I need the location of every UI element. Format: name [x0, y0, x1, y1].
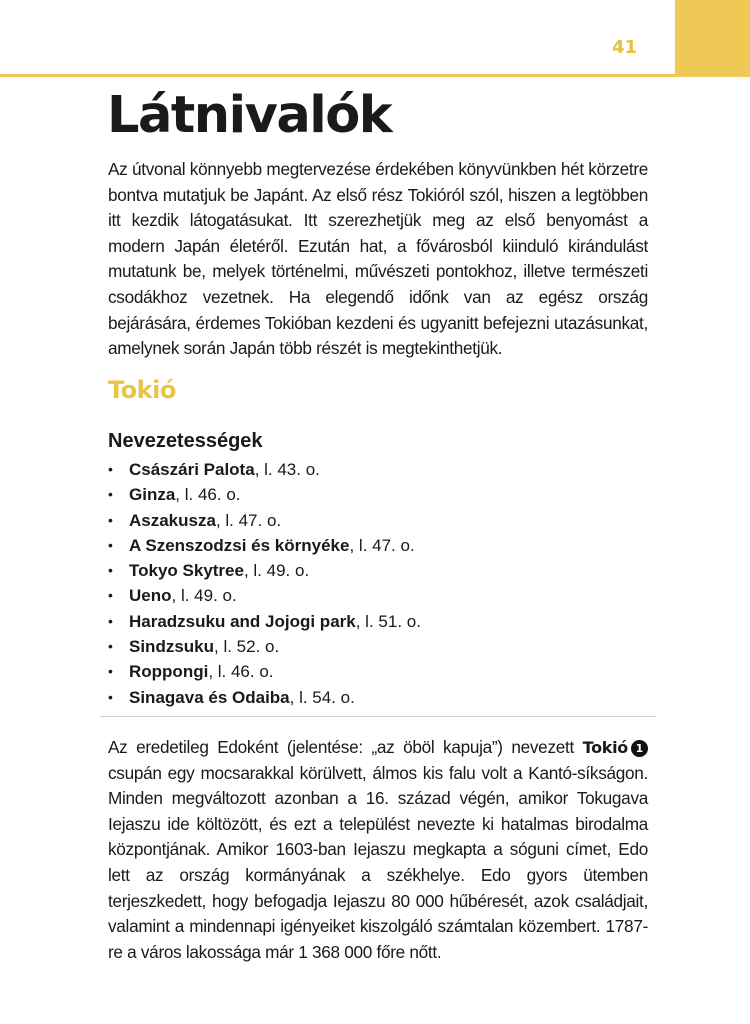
page-reference: , l. 46. o.	[175, 485, 241, 505]
city-name-bold: Tokió	[582, 738, 628, 757]
page-title: Látnivalók	[107, 86, 392, 145]
bullet-icon: •	[108, 587, 113, 604]
page-number: 41	[612, 37, 638, 58]
sight-name: Ueno	[129, 586, 172, 606]
history-text-start: Az eredetileg Edoként (jelentése: „az öböl kapuja”) nevezett	[108, 737, 583, 757]
bullet-icon: •	[108, 486, 113, 503]
bullet-icon: •	[108, 562, 113, 579]
page-reference: , l. 46. o.	[208, 662, 274, 682]
bullet-icon: •	[108, 612, 113, 629]
sight-name: Haradzsuku and Jojogi park	[129, 611, 356, 631]
page-reference: , l. 49. o.	[171, 586, 237, 606]
sight-name: Császári Palota	[129, 460, 255, 479]
section-divider	[100, 716, 656, 717]
sight-name: Sinagava és Odaiba	[129, 687, 290, 707]
sight-name: Tokyo Skytree	[129, 561, 244, 581]
list-item	[108, 685, 421, 710]
bullet-icon: •	[108, 688, 113, 705]
list-item	[108, 457, 421, 482]
intro-paragraph: Az útvonal könnyebb megtervezése érdekében könyvünkben hét körzetre bontva mutatjuk be Japánt. Az első rész Tokióról szól, hiszen a legtöbben itt kezdik látogatásukat. Itt szerezhetjük meg az első benyomást a modern Japán életéről. Ezután hat, a fővárosból kiinduló kirándulást mutatunk be, melyek történelmi, művészeti pontokhoz, illetve természeti csodákhoz vezetnek. Ha elegendő időnk van az egész ország bejárására, érdemes Tokióban kezdeni és ugyanitt befejezni utazásunkat, amelynek során Japán több részét is megtekinthetjük.	[108, 159, 648, 359]
list-item	[108, 508, 421, 533]
page-corner-tab	[675, 0, 750, 77]
list-item	[108, 583, 421, 608]
list-item	[108, 659, 421, 684]
page-reference: , l. 43. o.	[254, 460, 320, 479]
sight-name: Sindzsuku	[129, 637, 215, 657]
sight-name: A Szenszodzsi és környéke	[129, 535, 350, 555]
bullet-icon: •	[108, 536, 113, 553]
sight-name: Ginza	[129, 485, 176, 505]
page-reference: , l. 52. o.	[214, 637, 280, 657]
map-marker-1-icon: 1	[631, 740, 648, 757]
bullet-icon: •	[108, 663, 113, 680]
list-item	[108, 609, 421, 634]
header-rule	[0, 74, 675, 77]
list-item	[108, 533, 421, 558]
page-reference: , l. 47. o.	[215, 510, 282, 530]
bullet-icon: •	[108, 461, 113, 477]
page-reference: , l. 51. o.	[355, 611, 421, 631]
history-text-rest: csupán egy mocsarakkal körülvett, álmos kis falu volt a Kantó-síkságon. Minden megváltozott azonban a 16. század végén, amikor Tokugava Iejaszu ide költözött, és ezt a települést nevezte ki hatalmas birodalma központjának. Amikor 1603-ban Iejaszu megkapta a sóguni címet, Edo lett az ország kormányának a székhelye. Edo gyors ütemben terjeszkedett, hogy befogadja Iejaszu 80 000 hűbéresét, azok családjait, valamint a mindennapi igényeiket kiszolgáló számtalan közembert. 1787-re a város lakossága már 1 368 000 főre nőtt.	[108, 762, 648, 962]
sight-name: Aszakusza	[129, 510, 216, 530]
sights-heading: Nevezetességek	[108, 430, 263, 452]
page-reference: , l. 54. o.	[289, 687, 355, 707]
list-item	[108, 482, 421, 507]
bullet-icon: •	[108, 638, 113, 655]
list-item	[108, 634, 421, 659]
page-reference: , l. 49. o.	[243, 561, 310, 581]
history-paragraph	[108, 735, 648, 965]
list-item	[108, 558, 421, 583]
sight-name: Roppongi	[129, 662, 209, 682]
page-reference: , l. 47. o.	[349, 535, 415, 555]
section-title: Tokió	[108, 376, 176, 404]
bullet-icon: •	[108, 511, 113, 528]
sights-list	[108, 457, 421, 710]
